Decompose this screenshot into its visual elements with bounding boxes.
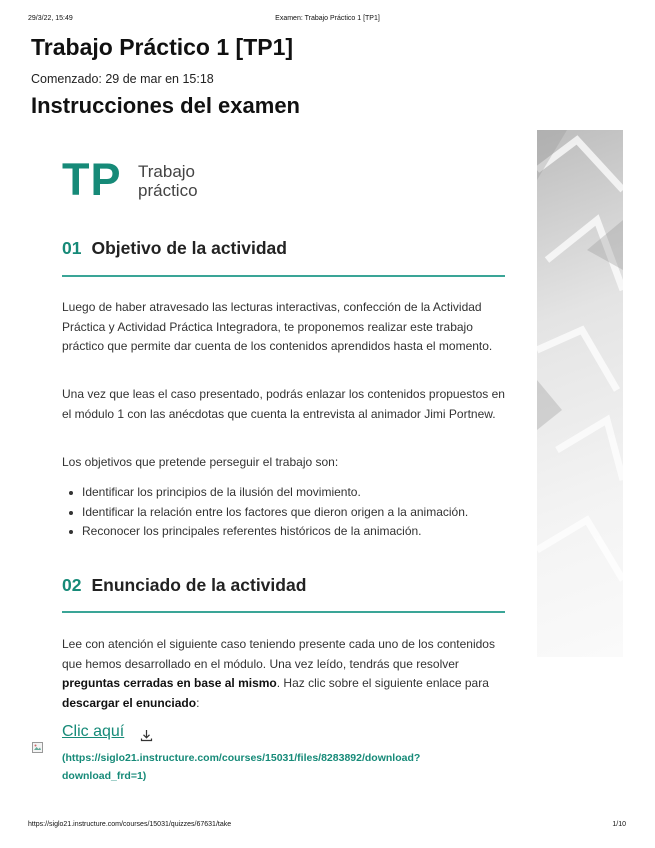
statement-bold-text: descargar el enunciado bbox=[62, 695, 197, 710]
download-link[interactable]: Clic aquí bbox=[62, 723, 125, 740]
section-divider bbox=[62, 275, 505, 277]
broken-image-icon bbox=[32, 742, 43, 753]
started-timestamp: Comenzado: 29 de mar en 15:18 bbox=[31, 72, 214, 86]
statement-text: Lee con atención el siguiente caso teniendo presente cada uno de los contenidos que hemos desarrollado en el módulo. Una vez leído, tendrás que resolver bbox=[62, 637, 495, 671]
objective-paragraph-2: Una vez que leas el caso presentado, podrás enlazar los contenidos propuestos en el módulo 1 con las anécdotas que cuenta la entrevista al animador Jimi Portnew. bbox=[62, 387, 505, 421]
page-title: Trabajo Práctico 1 [TP1] bbox=[31, 34, 294, 60]
print-datetime: 29/3/22, 15:49 bbox=[28, 15, 73, 22]
statement-paragraph bbox=[62, 635, 507, 713]
statement-bold-text: preguntas cerradas en base al mismo bbox=[62, 676, 277, 690]
tp-logo-text bbox=[138, 162, 228, 200]
section-number: 01 bbox=[62, 238, 82, 258]
list-item: Identificar los principios de la ilusión del movimiento. bbox=[62, 483, 512, 503]
objective-paragraph-1: Luego de haber atravesado las lecturas interactivas, confección de la Actividad Práctica y Actividad Práctica Integradora, te proponemos realizar este trabajo práctico que permite dar cuenta de los contenidos aprendidos hasta el momento. bbox=[62, 300, 493, 353]
download-icon[interactable] bbox=[140, 729, 153, 742]
list-item: Reconocer los principales referentes históricos de la animación. bbox=[62, 522, 512, 542]
download-url[interactable]: (https://siglo21.instructure.com/courses/15031/files/8283892/download?download_frd=1) bbox=[62, 752, 421, 782]
section-heading-objetivo bbox=[62, 238, 287, 259]
section-heading-enunciado bbox=[62, 575, 306, 596]
instructions-heading: Instrucciones del examen bbox=[31, 93, 300, 118]
objective-paragraph-3: Los objetivos que pretende perseguir el trabajo son: bbox=[62, 455, 339, 469]
section-title: Enunciado de la actividad bbox=[91, 575, 307, 595]
decorative-side-image bbox=[537, 130, 623, 657]
list-item: Identificar la relación entre los factores que dieron origen a la animación. bbox=[62, 503, 512, 523]
print-doc-title: Examen: Trabajo Práctico 1 [TP1] bbox=[275, 15, 380, 22]
print-url: https://siglo21.instructure.com/courses/15031/quizzes/67631/take bbox=[28, 821, 232, 828]
tp-logo-letters: TP bbox=[62, 154, 122, 205]
section-number: 02 bbox=[62, 575, 82, 595]
statement-text: . Haz clic sobre el siguiente enlace para bbox=[276, 676, 489, 690]
tp-logo-line1: Trabajo bbox=[138, 162, 196, 181]
tp-logo-line2: práctico bbox=[138, 181, 198, 200]
section-title: Objetivo de la actividad bbox=[91, 238, 287, 258]
objectives-list bbox=[62, 483, 512, 542]
statement-text: : bbox=[196, 695, 200, 710]
print-page-number: 1/10 bbox=[612, 821, 626, 828]
section-divider bbox=[62, 611, 505, 613]
